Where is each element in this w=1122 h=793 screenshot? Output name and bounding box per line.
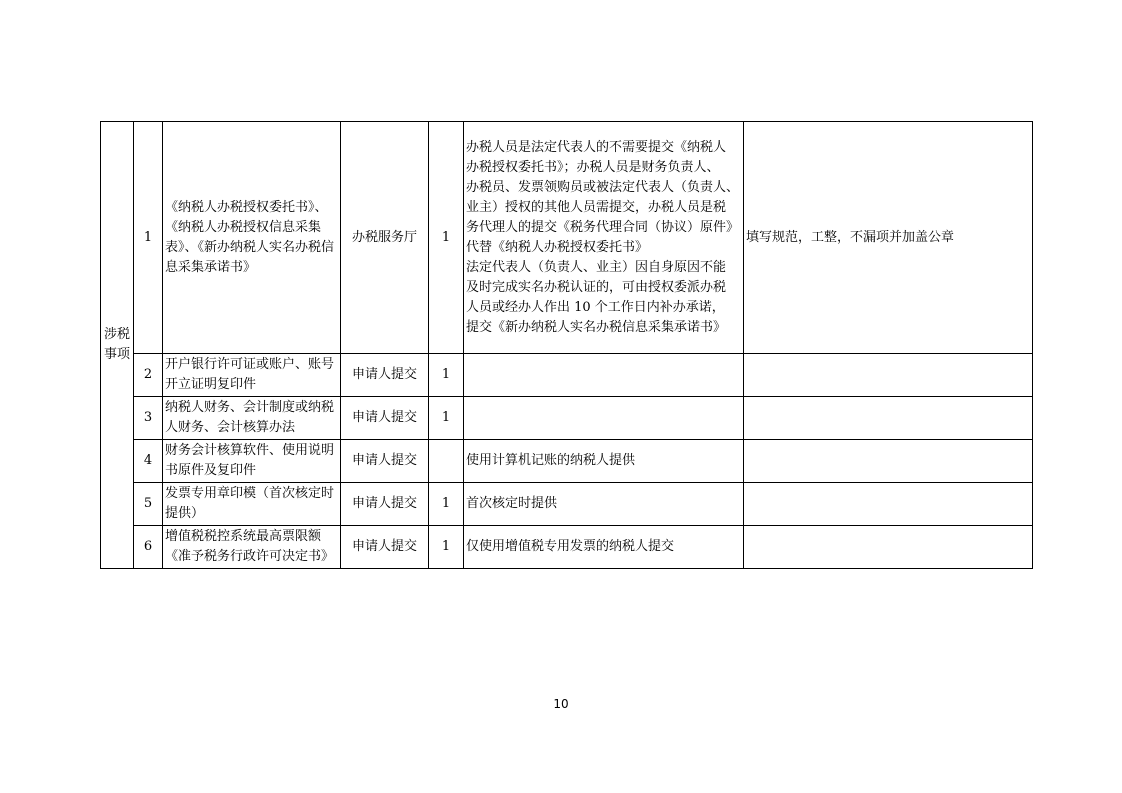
tax-materials-table (100, 121, 1033, 569)
requirement-cell (744, 526, 1033, 569)
source-cell: 申请人提交 (341, 483, 429, 526)
count-cell (429, 440, 464, 483)
notes-line: 法定代表人（负责人、业主）因自身原因不能 (466, 259, 727, 275)
material-cell: 财务会计核算软件、使用说明书原件及复印件 (163, 440, 341, 483)
table-row (101, 526, 1033, 569)
material-cell: 发票专用章印模（首次核定时提供） (163, 483, 341, 526)
source-cell: 申请人提交 (341, 397, 429, 440)
table-row (101, 483, 1033, 526)
row-number: 1 (134, 122, 163, 354)
notes-line: 办税授权委托书》；办税人员是财务负责人、 (466, 159, 720, 175)
notes-cell: 仅使用增值税专用发票的纳税人提交 (464, 526, 744, 569)
notes-line: 及时完成实名办税认证的，可由授权委派办税 (466, 279, 727, 295)
count-cell: 1 (429, 354, 464, 397)
notes-line: 办税员、发票领购员或被法定代表人（负责人、 (466, 179, 740, 195)
source-cell: 申请人提交 (341, 526, 429, 569)
page-number: 10 (553, 697, 569, 711)
notes-line: 提交《新办纳税人实名办税信息采集承诺书》 (466, 319, 727, 335)
requirement-cell (744, 354, 1033, 397)
row-number: 3 (134, 397, 163, 440)
source-cell: 办税服务厅 (341, 122, 429, 354)
material-cell: 增值税税控系统最高票限额《准予税务行政许可决定书》 (163, 526, 341, 569)
count-cell: 1 (429, 526, 464, 569)
row-number: 2 (134, 354, 163, 397)
count-cell: 1 (429, 122, 464, 354)
requirement-cell (744, 397, 1033, 440)
notes-cell: 使用计算机记账的纳税人提供 (464, 440, 744, 483)
row-number: 5 (134, 483, 163, 526)
notes-cell (464, 354, 744, 397)
notes-cell (464, 397, 744, 440)
table-row (101, 354, 1033, 397)
count-cell: 1 (429, 483, 464, 526)
count-cell: 1 (429, 397, 464, 440)
notes-line: 代替《纳税人办税授权委托书》 (466, 239, 649, 255)
requirement-cell: 填写规范，工整，不漏项并加盖公章 (744, 122, 1033, 354)
row-number: 6 (134, 526, 163, 569)
source-cell: 申请人提交 (341, 440, 429, 483)
notes-line: 办税人员是法定代表人的不需要提交《纳税人 (466, 139, 727, 155)
category-cell: 涉税事项 (101, 122, 134, 569)
row-number: 4 (134, 440, 163, 483)
material-cell: 纳税人财务、会计制度或纳税人财务、会计核算办法 (163, 397, 341, 440)
notes-line: 务代理人的提交《税务代理合同（协议）原件》 (466, 219, 740, 235)
source-cell: 申请人提交 (341, 354, 429, 397)
material-cell: 开户银行许可证或账户、账号开立证明复印件 (163, 354, 341, 397)
notes-cell (464, 122, 744, 354)
table-row (101, 122, 1033, 354)
material-cell: 《纳税人办税授权委托书》、《纳税人办税授权信息采集表》、《新办纳税人实名办税信息采集承诺书》 (163, 122, 341, 354)
notes-cell: 首次核定时提供 (464, 483, 744, 526)
notes-line: 业主）授权的其他人员需提交，办税人员是税 (466, 199, 727, 215)
notes-line: 人员或经办人作出 10 个工作日内补办承诺， (466, 299, 725, 315)
requirement-cell (744, 483, 1033, 526)
table-row (101, 397, 1033, 440)
requirement-cell (744, 440, 1033, 483)
table-row (101, 440, 1033, 483)
